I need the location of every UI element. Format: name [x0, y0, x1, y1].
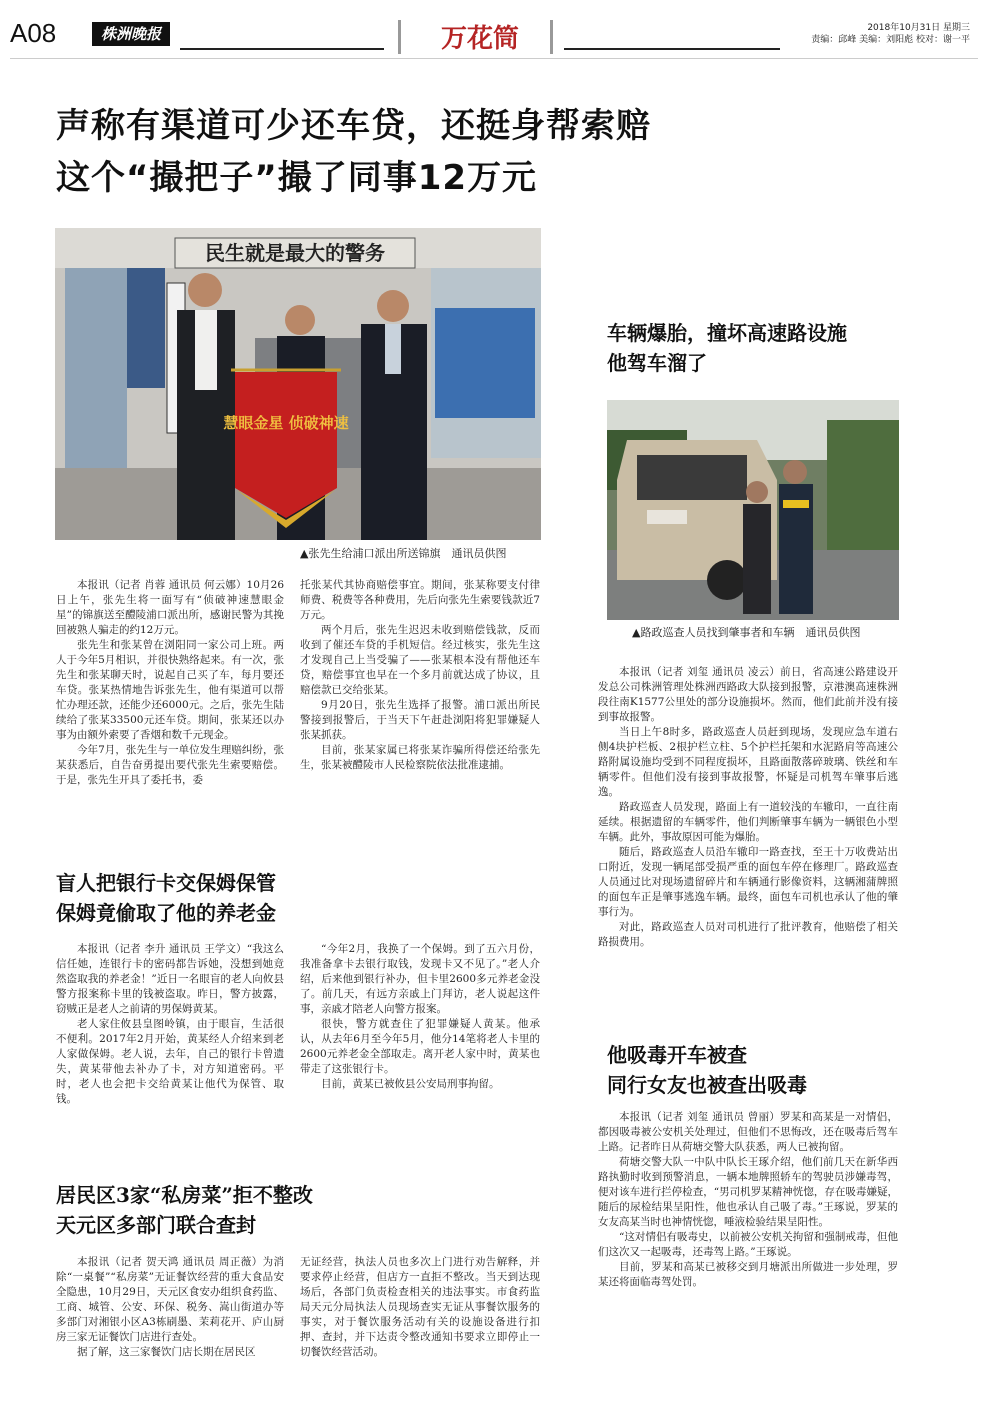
tire-body	[598, 665, 898, 950]
paragraph: 很快，警方就查住了犯罪嫌疑人黄某。他承认，从去年6月至今年5月，他分14笔将老人卡里的2600元养老金全部取走。离开老人家中时，黄某也带走了这张银行卡。	[300, 1018, 540, 1075]
lead-photo-illustration	[55, 228, 541, 540]
tire-headline-line2: 他驾车溜了	[607, 351, 707, 375]
pennant-text: 慧眼金星 侦破神速	[223, 414, 349, 432]
lead-photo	[55, 228, 541, 540]
drug-headline-line1: 他吸毒开车被查	[607, 1043, 747, 1067]
paragraph: 无证经营，执法人员也多次上门进行劝告解释，并要求停止经营，但店方一直拒不整改。当天到达现场后，各部门负责检查相关的违法事实。市食药监局天元分局执法人员现场查实无证从事餐饮服务的事实，对于餐饮服务活动有关的设施设备进行扣押、查封，并下达责令整改通知书要求立即停止一切餐饮经营活动。	[300, 1256, 540, 1358]
newspaper-logo: 株洲晚报	[92, 22, 170, 46]
lead-body-col1	[56, 578, 284, 788]
paragraph: 目前，张某家属已将张某诈骗所得偿还给张先生，张某被醴陵市人民检察院依法批准逮捕。	[300, 744, 540, 771]
paragraph: 本报讯（记者 刘玺 通讯员 凌云）前日，省高速公路建设开发总公司株洲管理处株洲西路政大队接到报警，京港澳高速株洲段往南K1577公里处的部分设施损坏。然而，他们此前并没有接到事故报警。	[598, 666, 898, 723]
masthead-rule-left	[180, 48, 384, 50]
paragraph: 当日上午8时多，路政巡查人员赶到现场，发现应急车道右侧4块护栏板、2根护栏立柱、5个护栏托架和水泥路肩等高速公路附属设施均受到不同程度损坏，且路面散落碎玻璃、铁丝和车辆零件。但他们没有接到事故报警，怀疑是司机驾车肇事后逃逸。	[598, 726, 898, 798]
tire-headline-line1: 车辆爆胎，撞坏高速路设施	[607, 321, 847, 345]
paragraph: 今年7月，张先生与一单位发生理赔纠纷，张某获悉后，自告奋勇提出要代张先生索要赔偿。于是，张先生开具了委托书，委	[56, 744, 284, 786]
paragraph: “这对情侣有吸毒史，以前被公安机关拘留和强制戒毒，但他们这次又一起吸毒，还毒驾上路。”王琢说。	[598, 1231, 898, 1258]
editor-credits: 责编：邱峰 美编：刘阳彪 校对：谢一平	[811, 35, 970, 45]
lead-headline-line2: 这个“撮把子”撮了同事12万元	[56, 158, 538, 198]
paragraph: 张先生和张某曾在浏阳同一家公司上班。两人于今年5月相识，并很快熟络起来。有一次，张先生和张某聊天时，说起自己买了车，每月要还车贷。张某热情地告诉张先生，他有渠道可以帮忙办理还款，还能少还6000元。之后，张先生陆续给了张某33500元还车贷。期间，张某还以办事为由额外索要了香烟和数千元现金。	[56, 639, 284, 741]
blind-headline-line2: 保姆竟偷取了他的养老金	[56, 901, 276, 925]
paragraph: 本报讯（记者 李升 通讯员 王学文）“我这么信任她，连银行卡的密码都告诉她，没想到她竟然盗取我的养老金！”近日一名眼盲的老人向攸县警方报案称卡里的钱被盗取。昨日，警方披露，窃贼正是老人之前请的男保姆黄某。	[56, 943, 284, 1015]
paragraph: 两个月后，张先生迟迟未收到赔偿钱款，反而收到了催还车贷的手机短信。经过核实，张先生这才发现自己上当受骗了——张某根本没有帮他还车贷，赔偿事宜也早在一个多月前就达成了协议，且赔偿款已交给张某。	[300, 624, 540, 696]
drug-body	[598, 1110, 898, 1290]
lead-body-col2	[300, 578, 540, 773]
page-number: A08	[10, 18, 57, 48]
blind-body-col2	[300, 942, 540, 1092]
masthead-meta	[786, 22, 982, 46]
restaurant-body-col1	[56, 1255, 284, 1360]
paragraph: 随后，路政巡查人员沿车辙印一路查找，至王十万收费站出口附近，发现一辆尾部受损严重的面包车停在修理厂。路政巡查人员通过比对现场遗留碎片和车辆通行影像资料，这辆湘蒲牌照的面包车正是肇事逃逸车辆。最终，面包车司机也承认了他的肇事行为。	[598, 846, 898, 918]
lead-photo-caption: ▲张先生给浦口派出所送锦旗 通讯员供图	[300, 547, 507, 560]
paragraph: 据了解，这三家餐饮门店长期在居民区	[77, 1346, 256, 1358]
tire-photo	[607, 400, 899, 620]
paragraph: 路政巡查人员发现，路面上有一道较浅的车辙印，一直往南延续。根据遗留的车辆零件，他们判断肇事车辆为一辆银色小型车辆。此外，事故原因可能为爆胎。	[598, 801, 898, 843]
photo-banner-text: 民生就是最大的警务	[205, 241, 385, 265]
paragraph: 对此，路政巡查人员对司机进行了批评教育，他赔偿了相关路损费用。	[598, 921, 898, 948]
section-divider-left	[398, 20, 401, 54]
masthead-rule-right	[564, 48, 780, 50]
section-divider-right	[550, 20, 553, 54]
restaurant-headline-line2: 天元区多部门联合查封	[56, 1213, 256, 1237]
paragraph: 本报讯（记者 贺天鸿 通讯员 周正薇）为消除“一桌餐”“私房菜”无证餐饮经营的重大食品安全隐患，10月29日，天元区食安办组织食药监、工商、城管、公安、环保、税务、嵩山街道办等多部门对湘银小区A3栋刷墨、茉莉花开、庐山厨房三家无证餐饮门店进行查处。	[56, 1256, 284, 1343]
paragraph: 荷塘交警大队一中队中队长王琢介绍，他们前几天在新华西路执勤时收到预警消息，一辆本地牌照轿车的驾驶员涉嫌毒驾，便对该车进行拦停检查，“男司机罗某精神恍惚，存在吸毒嫌疑，随后的尿检结果呈阳性，他也承认自己吸了毒。”王琢说，罗某的女友高某当时也神情恍惚，唾液检验结果呈阳性。	[598, 1156, 898, 1228]
lead-headline-line1: 声称有渠道可少还车贷，还挺身帮索赔	[56, 106, 651, 146]
section-title: 万花筒	[440, 24, 519, 54]
restaurant-body-col2	[300, 1255, 540, 1360]
drug-headline-line2: 同行女友也被查出吸毒	[607, 1073, 807, 1097]
paragraph: 9月20日，张先生选择了报警。浦口派出所民警接到报警后，于当天下午赶赴浏阳将犯罪嫌疑人张某抓获。	[300, 699, 540, 741]
paragraph: 托张某代其协商赔偿事宜。期间，张某称要支付律师费、税费等各种费用，先后向张先生索要钱款近7万元。	[300, 579, 540, 621]
issue-date: 2018年10月31日 星期三	[867, 23, 970, 33]
tire-photo-illustration	[607, 400, 899, 620]
paragraph: 目前，罗某和高某已被移交到月塘派出所做进一步处理，罗某还将面临毒驾处罚。	[598, 1261, 898, 1288]
paragraph: “今年2月，我换了一个保姆。到了五六月份，我准备拿卡去银行取钱，发现卡又不见了。”老人介绍，后来他到银行补办，但卡里2600多元养老金没了。前几天，有远方亲戚上门拜访，老人说起这件事，亲戚才陪老人向警方报案。	[300, 943, 540, 1015]
masthead-underline	[10, 58, 978, 59]
tire-photo-caption: ▲路政巡查人员找到肇事者和车辆 通讯员供图	[632, 626, 861, 639]
paragraph: 老人家住攸县皇图岭镇，由于眼盲，生活很不便利。2017年2月开始，黄某经人介绍来到老人家做保姆。老人说，去年，自己的银行卡曾遗失，黄某带他去补办了卡，对方知道密码。平时，老人也会把卡交给黄某让他代为保管、取钱。	[56, 1018, 284, 1105]
blind-headline-line1: 盲人把银行卡交保姆保管	[56, 871, 276, 895]
blind-body-col1	[56, 942, 284, 1107]
paragraph: 本报讯（记者 刘玺 通讯员 曾丽）罗某和高某是一对情侣，都因吸毒被公安机关处理过，但他们不思悔改，还在吸毒后驾车上路。记者昨日从荷塘交警大队获悉，两人已被拘留。	[598, 1111, 898, 1153]
restaurant-headline-line1: 居民区3家“私房菜”拒不整改	[56, 1183, 313, 1207]
paragraph: 目前，黄某已被攸县公安局刑事拘留。	[321, 1078, 500, 1090]
paragraph: 本报讯（记者 肖蓉 通讯员 何云娜）10月26日上午，张先生将一面写有“侦破神速慧眼金星”的锦旗送至醴陵浦口派出所，感谢民警为其挽回被熟人骗走的约12万元。	[56, 579, 284, 636]
